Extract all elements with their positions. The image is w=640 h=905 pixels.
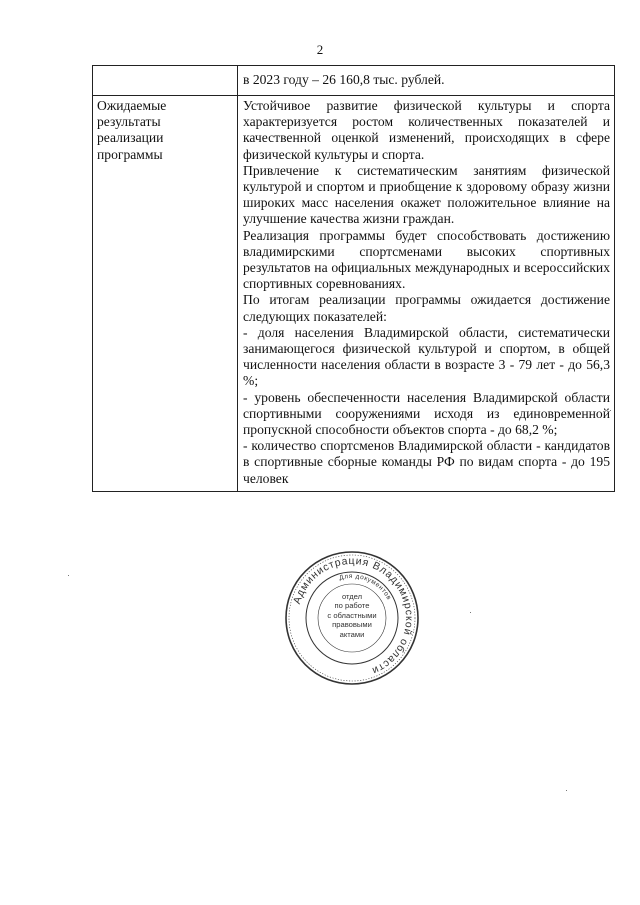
stamp-center-line: по работе: [334, 601, 370, 611]
scan-speck: [68, 575, 69, 576]
paragraph: По итогам реализации программы ожидается достижение следующих показателей:: [243, 292, 610, 324]
program-passport-table: [92, 65, 615, 492]
paragraph: Привлечение к систематическим занятиям физической культурой и спортом и приобщение к здоровому образу жизни широких масс населения окажет положительное влияние на улучшение качества жизни граждан.: [243, 162, 610, 227]
expected-results-row: [93, 96, 614, 491]
indicator-item: - доля населения Владимирской области, систематически занимающегося физической культурой и спортом, в общей численности населения области в возрасте 3 - 79 лет - до 56,3 %;: [243, 324, 610, 389]
scan-speck: [610, 410, 611, 411]
funding-text: в 2023 году – 26 160,8 тыс. рублей.: [243, 72, 445, 87]
paragraph: Устойчивое развитие физической культуры и спорта характеризуется ростом количественных показателей и качественной оценкой изменений, происходящих в сфере физической культуры и спорта.: [243, 98, 610, 162]
label-line: результаты: [97, 114, 161, 130]
funding-row: [93, 66, 614, 96]
scan-speck: [566, 790, 567, 791]
funding-row-label-cell: [93, 66, 238, 95]
funding-row-value-cell: [238, 66, 614, 95]
label-line: программы: [97, 146, 163, 162]
stamp-center-line: актами: [339, 629, 365, 639]
indicator-item: - уровень обеспеченности населения Владимирской области спортивными сооружениями исходя из единовременной пропускной способности объектов спорта - до 68,2 %;: [243, 389, 610, 438]
stamp-center-text: [310, 592, 394, 639]
stamp-outer-text: Администрация Владимирской области: [291, 554, 416, 677]
indicator-item: - количество спортсменов Владимирской области - кандидатов в спортивные сборные команды РФ по видам спорта - до 195 человек: [243, 438, 610, 486]
expected-results-label: [93, 96, 238, 491]
label-line: Ожидаемые: [97, 98, 167, 113]
page-number: 2: [316, 42, 324, 57]
stamp-center-line: правовыми: [332, 620, 372, 630]
stamp-center-line: отдел: [341, 592, 363, 601]
label-line: реализации: [97, 130, 164, 146]
stamp-inner-text: Для документов: [338, 572, 393, 602]
official-stamp: [284, 550, 420, 686]
scan-speck: [470, 612, 471, 613]
stamp-center-line: с областными: [327, 610, 377, 620]
paragraph: Реализация программы будет способствовать достижению владимирскими спортсменами высоких спортивных результатов на официальных международных и всероссийских спортивных соревнованиях.: [243, 227, 610, 292]
expected-results-content: [238, 96, 614, 491]
